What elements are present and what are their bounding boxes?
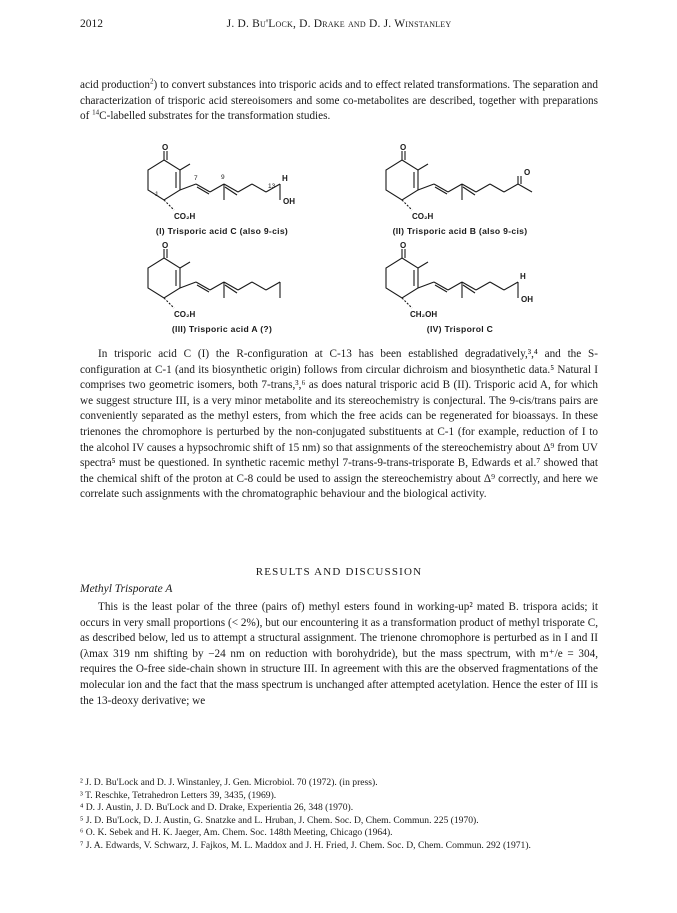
structure-II-drawing [350,143,570,228]
section-heading: RESULTS AND DISCUSSION [255,566,423,578]
caption-I: (I) Trisporic acid C (also 9-cis) [155,226,289,236]
structure-II [350,143,570,240]
caption-III: (III) Trisporic acid A (?) [171,324,273,334]
running-title: J. D. Bu'Lock, D. Drake and D. J. Winstanley [226,18,452,30]
intro-text-start: acid production [80,79,150,91]
structure-III-drawing [112,241,332,326]
footnote-4: ⁴ D. J. Austin, J. D. Bu'Lock and D. Drake, Experientia 26, 348 (1970). [80,802,354,814]
structure-IV-drawing [350,241,570,326]
hydroxyl-label: OH [283,197,295,206]
intro-ref: 2 [149,77,154,86]
hydroxymethyl-label: CH₂OH [410,310,438,319]
oxo-label: O [162,241,169,250]
footnote-6: ⁶ O. K. Sebek and H. K. Jaeger, Am. Chem. Soc. 148th Meeting, Chicago (1964). [80,827,393,839]
footnote-5: ⁵ J. D. Bu'Lock, D. J. Austin, G. Snatzke and L. Hruban, J. Chem. Soc. D, Chem. Commun. 225 (1970). [80,814,479,826]
intro-text-middle: ) to convert substances into trisporic acids and to effect related transformations. The separation and characterization of trisporic acid stereoisomers and some co-metabolites are described, together with preparations of [80,79,598,123]
hydrogen-label: H [520,272,526,281]
page-header [80,18,598,34]
caption-II: (II) Trisporic acid B (also 9-cis) [392,226,528,236]
hydroxyl-label: OH [521,295,533,304]
isotope-superscript: 14 [92,108,100,117]
structure-IV [350,241,570,338]
carboxyl-label: CO₂H [174,212,196,221]
stereochemistry-paragraph: In trisporic acid C (I) the R-configuration at C-13 has been established degradatively,³,⁴ and the S-configuration at C-1 (and its biosynthetic origin) follows from circular dichroism and biosynthetic data.⁵ Natural I comprises two geometric isomers, both 7-trans,³,⁶ as does natural trisporic acid B (II). Trisporic acid A, for which we suggest structure III, is a very minor metabolite and its stereochemistry is conjectural. The 9-cis/trans pairs are conveniently separated as the methyl esters, from which the free acids can be regenerated for bioassays. In these trienones the chromophore is perturbed by the non-conjugated substituents at C-1 (for example, reduction of I to the alcohol IV causes a hypsochromic shift of 15 nm) so that assignments of the stereochemistry about Δ⁹ from UV spectra⁵ must be questioned. In synthetic racemic methyl 7-trans-9-trans-trisporate B, Edwards et al.⁷ showed that the chemical shift of the proton at C-8 could be used to assign the stereochemistry about Δ⁹ correctly, and here we correlate such assignments with the chromatographic behaviour and the biological activity. [80,348,598,501]
structure-I [112,143,332,240]
footnote-3: ³ T. Reschke, Tetrahedron Letters 39, 3435, (1969). [80,789,277,801]
footnotes [80,777,598,853]
oxo-label: O [400,241,407,250]
side-oxo-label: O [524,168,531,177]
hydrogen-label: H [282,174,288,183]
locant-7: 7 [194,175,198,182]
carboxyl-label: CO₂H [412,212,434,221]
oxo-label: O [162,143,169,152]
oxo-label: O [400,143,407,152]
intro-paragraph [80,78,598,125]
methyl-trisporate-paragraph: This is the least polar of the three (pairs of) methyl esters found in working-up² mated B. trispora acids; it occurs in very small proportions (< 2%), but our encountering it as a transformation product of methyl trisporate C, as described below, led us to attempt a structural assignment. The trienone chromophore is perturbed as in I and II (λmax 319 nm shifting by −24 nm on reduction with borohydride), but the mass spectrum, with m⁺/e = 304, requires the O-free side-chain shown in structure III. In agreement with this are the observed fragmentations of the molecular ion and the fact that the mass spectrum is unchanged after attempted acetylation. Hence the ester of III is the 13-deoxy derivative; we [80,601,598,707]
footnote-2: ² J. D. Bu'Lock and D. J. Winstanley, J. Gen. Microbiol. 70 (1972). (in press). [80,777,378,788]
intro-text-end: C-labelled substrates for the transformation studies. [99,110,331,123]
structure-I-drawing [112,143,332,228]
structure-figure [112,143,572,338]
carboxyl-label: CO₂H [174,310,196,319]
locant-9: 9 [221,174,225,181]
page-number: 2012 [80,18,103,30]
subsection-heading: Methyl Trisporate A [80,583,173,595]
footnote-7: ⁷ J. A. Edwards, V. Schwarz, J. Fajkos, M. L. Maddox and J. H. Fried, J. Chem. Soc. D, Chem. Commun. 292 (1971). [80,839,531,851]
locant-13: 13 [268,183,276,190]
structure-III [112,241,332,338]
locant-1: 1 [155,191,159,198]
caption-IV: (IV) Trisporol C [426,324,494,334]
